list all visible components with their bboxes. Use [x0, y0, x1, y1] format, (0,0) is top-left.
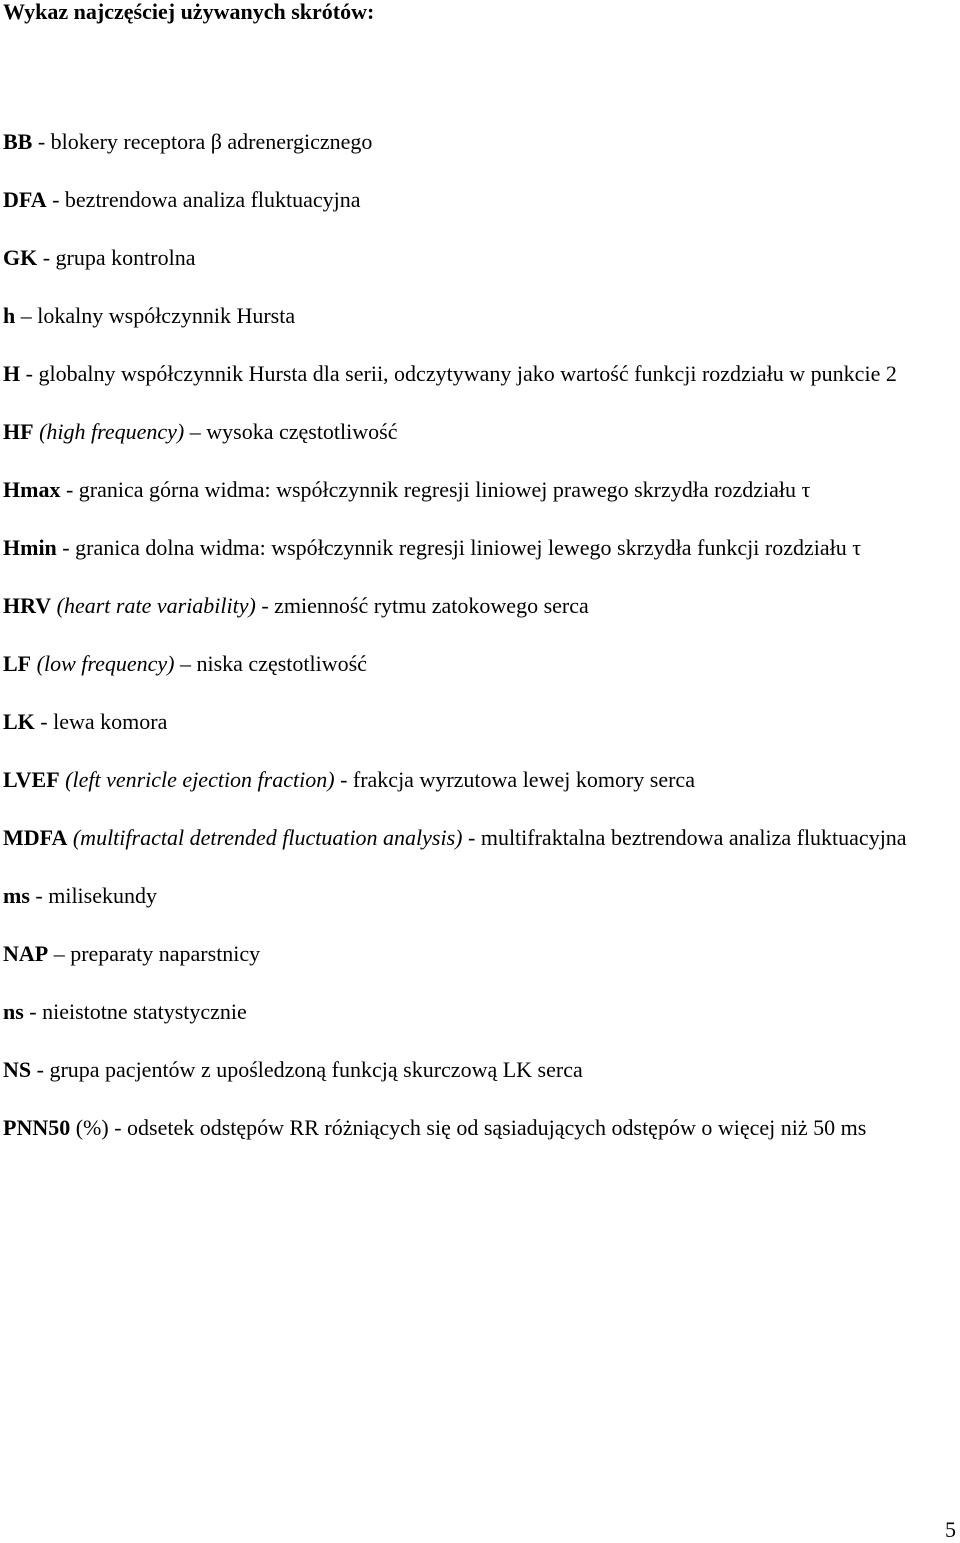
abbreviation: HF — [3, 419, 34, 444]
abbreviation: Hmax — [3, 477, 61, 502]
abbreviation: ms — [3, 883, 30, 908]
list-item — [3, 577, 958, 635]
abbreviation: PNN50 — [3, 1115, 71, 1140]
list-item — [3, 1099, 958, 1157]
list-item — [3, 809, 958, 867]
list-item — [3, 229, 958, 287]
list-item — [3, 461, 958, 519]
list-item — [3, 113, 958, 171]
definition: - nieistotne statystycznie — [23, 999, 247, 1024]
definition: - grupa pacjentów z upośledzoną funkcją skurczową LK serca — [31, 1057, 583, 1082]
list-item — [3, 171, 958, 229]
abbreviation: LF — [3, 651, 32, 676]
definition: - globalny współczynnik Hursta dla serii, odczytywany jako wartość funkcji rozdziału w punkcie 2 — [20, 361, 897, 386]
definition: - granica dolna widma: współczynnik regresji liniowej lewego skrzydła funkcji rozdziału τ — [56, 535, 862, 560]
abbreviation: DFA — [3, 187, 47, 212]
definition: - zmienność rytmu zatokowego serca — [255, 593, 589, 618]
abbreviation: Hmin — [3, 535, 57, 560]
list-item — [3, 519, 958, 577]
abbreviation: MDFA — [3, 825, 68, 850]
list-item — [3, 635, 958, 693]
definition: - frakcja wyrzutowa lewej komory serca — [334, 767, 695, 792]
list-item — [3, 867, 958, 925]
abbreviation: NAP — [3, 941, 49, 966]
definition: – niska częstotliwość — [174, 651, 367, 676]
list-item — [3, 983, 958, 1041]
english-term: (multifractal detrended fluctuation analysis) — [67, 825, 463, 850]
list-item — [3, 751, 958, 809]
definition: – lokalny współczynnik Hursta — [15, 303, 296, 328]
definition: – wysoka częstotliwość — [184, 419, 398, 444]
definition: – preparaty naparstnicy — [48, 941, 261, 966]
list-item — [3, 925, 958, 983]
list-item — [3, 693, 958, 751]
definition: - beztrendowa analiza fluktuacyjna — [46, 187, 361, 212]
list-item — [3, 403, 958, 461]
definition: - multifraktalna beztrendowa analiza fluktuacyjna — [462, 825, 907, 850]
english-term: (heart rate variability) — [51, 593, 256, 618]
abbreviation: GK — [3, 245, 38, 270]
english-term: (low frequency) — [31, 651, 175, 676]
abbreviation: HRV — [3, 593, 52, 618]
abbreviation: LVEF — [3, 767, 60, 792]
abbreviation: ns — [3, 999, 24, 1024]
list-item — [3, 287, 958, 345]
list-item — [3, 1041, 958, 1099]
definition: - milisekundy — [29, 883, 157, 908]
abbreviation-list — [3, 113, 958, 1157]
page-title: Wykaz najczęściej używanych skrótów: — [3, 0, 375, 24]
definition: - granica górna widma: współczynnik regresji liniowej prawego skrzydła rozdziału τ — [60, 477, 811, 502]
abbreviation: h — [3, 303, 16, 328]
definition: - grupa kontrolna — [37, 245, 196, 270]
abbreviation: H — [3, 361, 21, 386]
abbreviation: BB — [3, 129, 33, 154]
english-term: (high frequency) — [33, 419, 185, 444]
abbreviation: NS — [3, 1057, 32, 1082]
definition: (%) - odsetek odstępów RR różniących się od sąsiadujących odstępów o więcej niż 50 ms — [70, 1115, 867, 1140]
list-item — [3, 345, 958, 403]
definition: - lewa komora — [34, 709, 168, 734]
page-number: 5 — [945, 1517, 956, 1542]
definition: - blokery receptora β adrenergicznego — [32, 129, 373, 154]
english-term: (left venricle ejection fraction) — [59, 767, 335, 792]
abbreviation: LK — [3, 709, 35, 734]
